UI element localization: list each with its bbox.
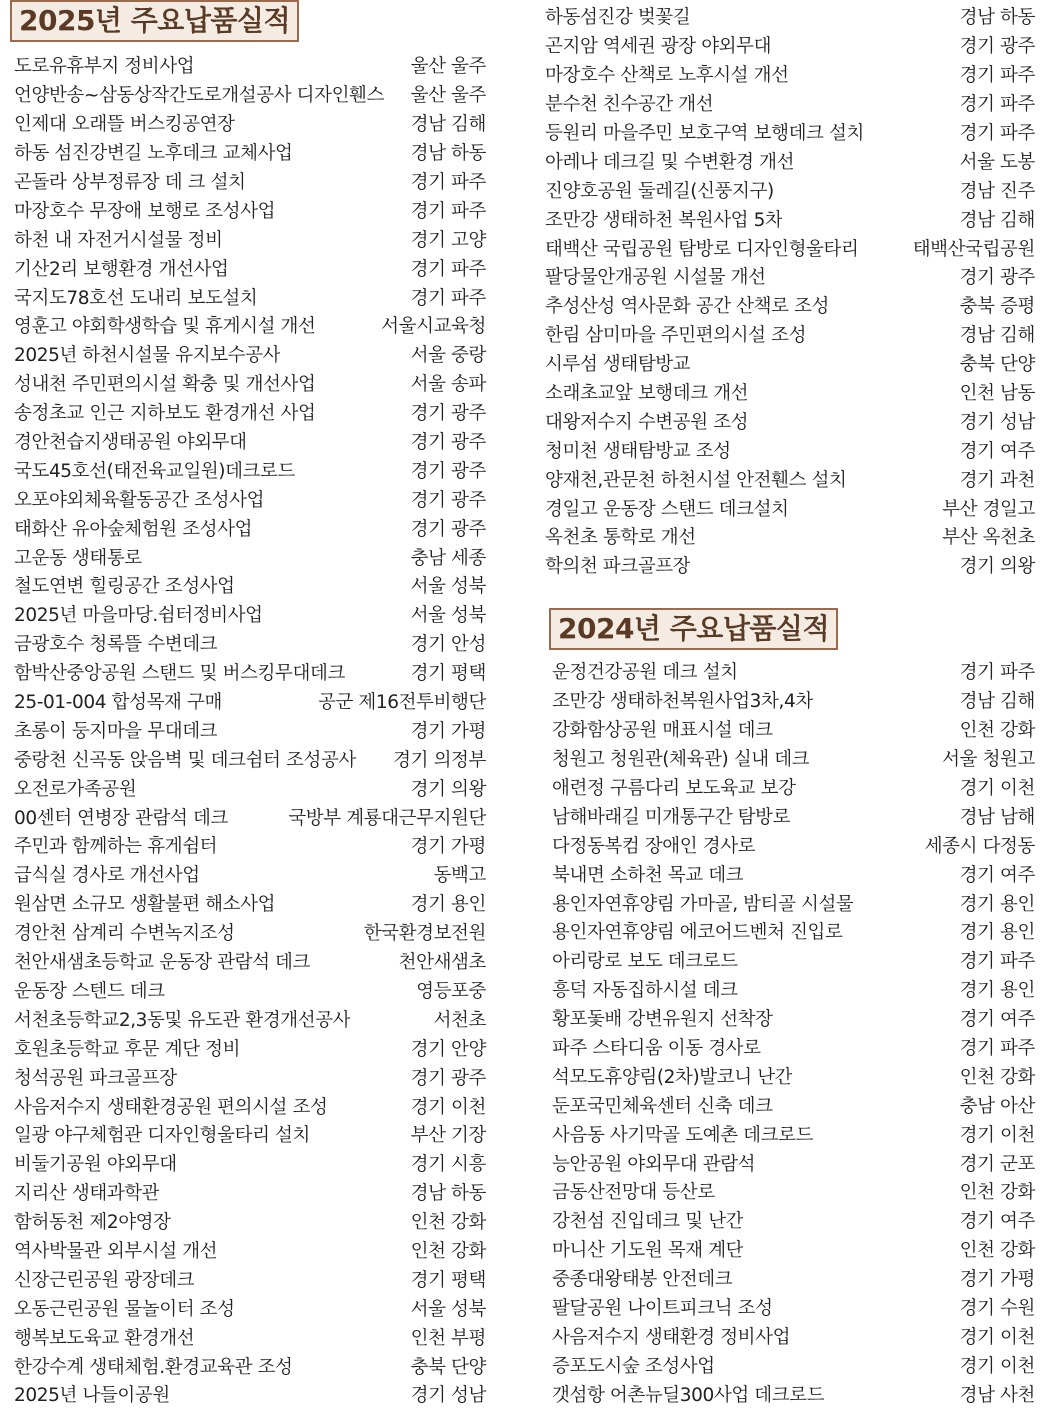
project-location: 인천 강화 <box>959 1066 1035 1088</box>
project-row <box>14 455 486 484</box>
project-row <box>552 946 1035 975</box>
project-location: 서울 송파 <box>410 374 486 396</box>
list-2024 <box>552 657 1035 1408</box>
project-row <box>545 233 1035 262</box>
project-row <box>14 542 486 571</box>
project-location: 경남 남해 <box>959 806 1035 828</box>
project-row <box>552 975 1035 1004</box>
project-row <box>552 1235 1035 1264</box>
project-name: 태백산 국립공원 탐방로 디자인형울타리 <box>545 238 859 260</box>
project-location: 국방부 계룡대근무지원단 <box>288 807 486 829</box>
project-row <box>14 889 486 918</box>
project-location: 경기 고양 <box>410 229 486 251</box>
project-name: 사음동 사기막골 도예촌 데크로드 <box>552 1124 814 1146</box>
project-row <box>14 1322 486 1351</box>
project-name: 북내면 소하천 목교 데크 <box>552 864 744 886</box>
project-location: 태백산국립공원 <box>912 238 1035 260</box>
project-location: 경기 과천 <box>959 469 1035 491</box>
project-row <box>552 1379 1035 1408</box>
project-location: 경기 의정부 <box>393 749 486 771</box>
project-name: 금광호수 청록뜰 수변데크 <box>14 634 218 656</box>
project-row <box>552 773 1035 802</box>
project-row <box>552 801 1035 830</box>
project-location: 인천 강화 <box>410 1240 486 1262</box>
project-name: 용인자연휴양림 가마골, 밤티골 시설물 <box>552 893 854 915</box>
project-row <box>14 629 486 658</box>
project-location: 경기 가평 <box>410 720 486 742</box>
project-row <box>14 167 486 196</box>
project-location: 서울 도봉 <box>959 151 1035 173</box>
project-row <box>14 138 486 167</box>
project-name: 진양호공원 둘레길(신풍지구) <box>545 180 774 202</box>
project-row <box>552 1321 1035 1350</box>
project-name: 소래초교앞 보행데크 개선 <box>545 383 749 405</box>
project-location: 경남 하동 <box>959 7 1035 29</box>
project-location: 인천 남동 <box>959 383 1035 405</box>
project-name: 송정초교 인근 지하보도 환경개선 사업 <box>14 403 316 425</box>
project-location: 경기 광주 <box>410 432 486 454</box>
project-row <box>545 435 1035 464</box>
project-location: 경기 광주 <box>410 518 486 540</box>
project-name: 일광 야구체험관 디자인형울타리 설치 <box>14 1125 310 1147</box>
project-location: 경기 평택 <box>410 663 486 685</box>
project-name: 2025년 하천시설물 유지보수공사 <box>14 345 281 367</box>
project-location: 경기 안성 <box>410 634 486 656</box>
project-location: 경기 파주 <box>959 123 1035 144</box>
project-row <box>14 1380 486 1409</box>
project-name: 초롱이 둥지마을 무대데크 <box>14 720 218 742</box>
project-location: 서울 성북 <box>410 576 486 598</box>
project-row <box>14 1207 486 1236</box>
project-location: 충북 증평 <box>959 296 1035 318</box>
project-location: 경기 용인 <box>959 922 1035 944</box>
project-location: 경기 여주 <box>959 864 1035 886</box>
project-location: 서울 청원고 <box>942 749 1035 771</box>
project-location: 경기 성남 <box>959 411 1035 433</box>
project-row <box>14 484 486 513</box>
project-name: 곤지암 역세권 광장 야외무대 <box>545 36 772 58</box>
project-name: 청원고 청원관(체육관) 실내 데크 <box>552 749 810 771</box>
project-name: 아리랑로 보도 데크로드 <box>552 951 738 973</box>
project-name: 중랑천 신곡동 앉음벽 및 데크쉼터 조성공사 <box>14 749 356 771</box>
project-name: 경안천습지생태공원 야외무대 <box>14 432 247 454</box>
project-location: 경기 평택 <box>410 1269 486 1291</box>
project-location: 공군 제16전투비행단 <box>318 692 486 714</box>
project-row <box>545 2 1035 31</box>
project-name: 함허동천 제2야영장 <box>14 1212 171 1234</box>
project-row <box>545 175 1035 204</box>
project-row <box>14 80 486 109</box>
project-row <box>552 715 1035 744</box>
project-row <box>14 513 486 542</box>
project-location: 경기 이천 <box>959 1326 1035 1348</box>
project-row <box>14 1264 486 1293</box>
project-location: 경기 광주 <box>410 460 486 482</box>
project-row <box>552 917 1035 946</box>
project-row <box>14 195 486 224</box>
project-location: 경남 사천 <box>959 1384 1035 1406</box>
project-row <box>552 744 1035 773</box>
project-name: 급식실 경사로 개선사업 <box>14 865 200 887</box>
project-row <box>14 831 486 860</box>
project-row <box>545 262 1035 291</box>
project-name: 행복보도육교 환경개선 <box>14 1327 195 1349</box>
project-name: 추성산성 역사문화 공간 산책로 조성 <box>545 296 829 318</box>
project-name: 비둘기공원 야외무대 <box>14 1154 177 1176</box>
project-name: 다정동복컴 장애인 경사로 <box>552 835 756 857</box>
project-row <box>552 1350 1035 1379</box>
project-location: 경기 수원 <box>959 1298 1035 1320</box>
project-row <box>14 1236 486 1265</box>
project-location: 경기 파주 <box>410 258 486 280</box>
project-name: 오포야외체육활동공간 조성사업 <box>14 489 265 511</box>
project-row <box>545 378 1035 407</box>
project-row <box>545 320 1035 349</box>
project-location: 경기 광주 <box>410 1067 486 1089</box>
project-row <box>14 600 486 629</box>
project-row <box>552 1206 1035 1235</box>
project-name: 영훈고 야회학생학습 및 휴게시설 개선 <box>14 316 316 338</box>
project-row <box>14 744 486 773</box>
project-location: 경기 파주 <box>410 287 486 309</box>
project-location: 경기 광주 <box>959 36 1035 58</box>
project-location: 경기 안양 <box>410 1038 486 1060</box>
project-name: 하동 섬진강변길 노후데크 교체사업 <box>14 143 293 165</box>
project-name: 언양반송~삼동상작간도로개설공사 디자인휀스 <box>14 85 385 107</box>
project-row <box>545 118 1035 147</box>
project-row <box>545 31 1035 60</box>
project-name: 철도연변 힐링공간 조성사업 <box>14 576 235 598</box>
project-location: 경기 용인 <box>959 980 1035 1002</box>
project-row <box>552 1033 1035 1062</box>
project-location: 울산 울주 <box>410 56 486 78</box>
project-row <box>545 349 1035 378</box>
project-name: 용인자연휴양림 에코어드벤처 진입로 <box>552 922 843 944</box>
project-location: 인천 강화 <box>959 1240 1035 1262</box>
project-name: 석모도휴양림(2차)발코니 난간 <box>552 1066 793 1088</box>
project-location: 경기 의왕 <box>410 778 486 800</box>
project-row <box>14 369 486 398</box>
project-name: 25-01-004 합성목재 구매 <box>14 692 222 714</box>
project-location: 경기 용인 <box>410 894 486 916</box>
project-location: 부산 옥천초 <box>942 527 1035 549</box>
project-row <box>14 1062 486 1091</box>
project-name: 신장근린공원 광장데크 <box>14 1269 195 1291</box>
project-name: 한림 삼미마을 주민편의시설 조성 <box>545 325 807 347</box>
project-location: 경기 의왕 <box>959 556 1035 578</box>
project-name: 함박산중앙공원 스탠드 및 버스킹무대데크 <box>14 663 345 685</box>
project-location: 부산 기장 <box>410 1125 486 1147</box>
project-name: 마니산 기도원 목재 계단 <box>552 1240 744 1262</box>
project-location: 서울 성북 <box>410 1298 486 1320</box>
project-location: 천안새샘초 <box>398 952 486 974</box>
project-location: 경기 광주 <box>410 489 486 511</box>
project-name: 시루섬 생태탐방교 <box>545 354 691 376</box>
project-name: 중종대왕태봉 안전데크 <box>552 1269 733 1291</box>
project-location: 경기 광주 <box>410 403 486 425</box>
project-location: 영등포중 <box>416 980 486 1002</box>
project-location: 인천 강화 <box>410 1212 486 1234</box>
project-row <box>14 253 486 282</box>
project-row <box>545 204 1035 233</box>
project-name: 오전로가족공원 <box>14 778 137 800</box>
project-name: 금동산전망대 등산로 <box>552 1182 715 1204</box>
project-name: 인제대 오래뜰 버스킹공연장 <box>14 114 235 136</box>
project-name: 2025년 나들이공원 <box>14 1385 170 1407</box>
project-row <box>14 571 486 600</box>
project-location: 경기 가평 <box>959 1269 1035 1291</box>
project-name: 원삼면 소규모 생활불편 해소사업 <box>14 894 276 916</box>
project-name: 도로유휴부지 정비사업 <box>14 56 195 78</box>
project-location: 경남 김해 <box>959 209 1035 231</box>
project-name: 둔포국민체육센터 신축 데크 <box>552 1095 773 1117</box>
project-location: 울산 울주 <box>410 85 486 107</box>
project-row <box>552 1148 1035 1177</box>
project-location: 경남 하동 <box>410 1183 486 1205</box>
project-row <box>545 522 1035 551</box>
project-name: 지리산 생태과학관 <box>14 1183 160 1205</box>
project-name: 팔당물안개공원 시설물 개선 <box>545 267 766 289</box>
project-name: 경안천 삼계리 수변녹지조성 <box>14 923 235 945</box>
project-location: 경기 군포 <box>959 1153 1035 1175</box>
project-location: 경기 파주 <box>959 65 1035 87</box>
project-location: 서울 중랑 <box>410 345 486 367</box>
project-location: 경기 광주 <box>959 267 1035 289</box>
project-row <box>14 687 486 716</box>
project-name: 성내천 주민편의시설 확충 및 개선사업 <box>14 374 316 396</box>
project-location: 경기 용인 <box>959 893 1035 915</box>
heading-2024: 2024년 주요납품실적 <box>549 608 838 650</box>
project-row <box>14 802 486 831</box>
project-name: 2025년 마을마당.쉼터정비사업 <box>14 605 263 627</box>
project-name: 양재천,관문천 하천시설 안전휀스 설치 <box>545 469 847 491</box>
project-location: 경남 김해 <box>959 325 1035 347</box>
project-row <box>545 464 1035 493</box>
project-location: 경기 파주 <box>959 94 1035 116</box>
project-location: 경기 성남 <box>410 1385 486 1407</box>
project-row <box>545 60 1035 89</box>
project-row <box>14 1091 486 1120</box>
project-row <box>552 1177 1035 1206</box>
project-name: 강천섬 진입데크 및 난간 <box>552 1211 744 1233</box>
project-location: 세종시 다정동 <box>924 835 1035 857</box>
project-name: 천안새샘초등학교 운동장 관람석 데크 <box>14 952 310 974</box>
project-row <box>552 1119 1035 1148</box>
project-row <box>14 109 486 138</box>
project-name: 고운동 생태통로 <box>14 547 142 569</box>
list-2025-right <box>545 2 1035 580</box>
project-row <box>14 1149 486 1178</box>
project-name: 옥천초 통학로 개선 <box>545 527 696 549</box>
project-location: 충남 세종 <box>410 547 486 569</box>
project-row <box>545 551 1035 580</box>
project-name: 태화산 유아숲체험원 조성사업 <box>14 518 253 540</box>
project-row <box>552 657 1035 686</box>
project-name: 하동섬진강 벚꽃길 <box>545 7 691 29</box>
project-row <box>552 1061 1035 1090</box>
project-name: 한강수계 생태체험.환경교육관 조성 <box>14 1356 293 1378</box>
project-row <box>545 291 1035 320</box>
project-name: 강화함상공원 매표시설 데크 <box>552 720 773 742</box>
project-name: 서천초등학교2,3동및 유도관 환경개선공사 <box>14 1009 351 1031</box>
project-row <box>14 1004 486 1033</box>
project-location: 서울 성북 <box>410 605 486 627</box>
project-row <box>545 146 1035 175</box>
project-name: 남해바래길 미개통구간 탐방로 <box>552 806 791 828</box>
project-name: 주민과 함께하는 휴게쉼터 <box>14 836 218 858</box>
project-row <box>14 1033 486 1062</box>
project-location: 경기 이천 <box>959 1355 1035 1377</box>
project-location: 충북 단양 <box>959 354 1035 376</box>
project-location: 경기 이천 <box>410 1096 486 1118</box>
project-row <box>14 918 486 947</box>
project-location: 경기 여주 <box>959 1211 1035 1233</box>
project-location: 서천초 <box>433 1009 486 1031</box>
project-row <box>14 311 486 340</box>
project-name: 국도45호선(태전육교일원)데크로드 <box>14 460 295 482</box>
project-name: 운정건강공원 데크 설치 <box>552 662 738 684</box>
left-column <box>10 0 486 1407</box>
project-name: 사음저수지 생태환경공원 편의시설 조성 <box>14 1096 328 1118</box>
project-name: 증포도시숲 조성사업 <box>552 1355 715 1377</box>
project-name: 학의천 파크골프장 <box>545 556 691 578</box>
project-location: 인천 강화 <box>959 1182 1035 1204</box>
project-row <box>14 860 486 889</box>
project-name: 국지도78호선 도내리 보도설치 <box>14 287 258 309</box>
project-row <box>552 1264 1035 1293</box>
project-row <box>14 658 486 687</box>
heading-2025: 2025년 주요납품실적 <box>10 0 299 42</box>
project-location: 경남 김해 <box>410 114 486 136</box>
project-name: 오동근린공원 물놀이터 조성 <box>14 1298 235 1320</box>
project-location: 경기 파주 <box>959 951 1035 973</box>
project-location: 인천 부평 <box>410 1327 486 1349</box>
project-location: 한국환경보전원 <box>363 923 486 945</box>
project-location: 충남 아산 <box>959 1095 1035 1117</box>
project-name: 파주 스타디움 이동 경사로 <box>552 1038 761 1060</box>
project-name: 흥덕 자동집하시설 데크 <box>552 980 738 1002</box>
project-row <box>552 830 1035 859</box>
project-row <box>552 859 1035 888</box>
project-name: 대왕저수지 수변공원 조성 <box>545 411 749 433</box>
project-name: 조만강 생태하천복원사업3차,4차 <box>552 691 813 713</box>
project-name: 00센터 연병장 관람석 데크 <box>14 807 228 829</box>
project-row <box>545 493 1035 522</box>
project-location: 경남 김해 <box>959 691 1035 713</box>
project-row <box>552 686 1035 715</box>
project-name: 마장호수 무장애 보행로 조성사업 <box>14 200 276 222</box>
project-row <box>14 224 486 253</box>
project-location: 서울시교육청 <box>381 316 486 338</box>
project-row <box>14 1120 486 1149</box>
project-location: 경기 파주 <box>410 200 486 222</box>
project-location: 부산 경일고 <box>942 498 1035 520</box>
project-row <box>14 773 486 802</box>
project-name: 애련정 구름다리 보도육교 보강 <box>552 778 796 799</box>
project-name: 경일고 운동장 스탠드 데크설치 <box>545 498 789 520</box>
project-name: 곤돌라 상부정류장 데 크 설치 <box>14 172 246 193</box>
project-row <box>14 1178 486 1207</box>
project-location: 경기 가평 <box>410 836 486 858</box>
project-name: 기산2리 보행환경 개선사업 <box>14 258 229 280</box>
project-name: 청미천 생태탐방교 조성 <box>545 440 731 462</box>
project-row <box>14 398 486 427</box>
project-name: 청석공원 파크골프장 <box>14 1067 177 1089</box>
project-name: 사음저수지 생태환경 정비사업 <box>552 1326 791 1348</box>
project-name: 등원리 마을주민 보호구역 보행데크 설치 <box>545 123 864 144</box>
project-row <box>552 1004 1035 1033</box>
project-row <box>545 89 1035 118</box>
project-name: 아레나 데크길 및 수변환경 개선 <box>545 151 795 173</box>
project-name: 갯섬항 어촌뉴딜300사업 데크로드 <box>552 1384 825 1406</box>
project-row <box>14 715 486 744</box>
project-name: 마장호수 산책로 노후시설 개선 <box>545 65 789 87</box>
project-name: 역사박물관 외부시설 개선 <box>14 1240 218 1262</box>
project-location: 인천 강화 <box>959 720 1035 742</box>
project-location: 경남 하동 <box>410 143 486 165</box>
project-row <box>14 427 486 456</box>
project-row <box>14 976 486 1005</box>
project-name: 조만강 생태하천 복원사업 5차 <box>545 209 783 231</box>
project-row <box>552 888 1035 917</box>
project-location: 경기 이천 <box>959 1124 1035 1146</box>
project-row <box>14 340 486 369</box>
project-location: 경기 여주 <box>959 440 1035 462</box>
project-row <box>14 51 486 80</box>
project-row <box>14 282 486 311</box>
project-name: 하천 내 자전거시설물 정비 <box>14 229 223 251</box>
project-location: 경기 이천 <box>959 778 1035 799</box>
project-name: 운동장 스텐드 데크 <box>14 980 165 1002</box>
project-location: 경기 파주 <box>959 1038 1035 1060</box>
project-row <box>545 406 1035 435</box>
project-row <box>552 1090 1035 1119</box>
project-name: 황포돛배 강변유원지 선착장 <box>552 1009 773 1031</box>
project-row <box>14 1351 486 1380</box>
project-location: 경남 진주 <box>959 180 1035 202</box>
project-location: 동백고 <box>433 865 486 887</box>
project-name: 호원초등학교 후문 계단 정비 <box>14 1038 241 1060</box>
project-location: 경기 시흥 <box>410 1154 486 1176</box>
project-row <box>14 1293 486 1322</box>
project-location: 경기 파주 <box>410 172 486 193</box>
project-name: 팔달공원 나이트피크닉 조성 <box>552 1298 773 1320</box>
project-location: 경기 파주 <box>959 662 1035 684</box>
project-row <box>14 947 486 976</box>
project-location: 충북 단양 <box>410 1356 486 1378</box>
project-row <box>552 1293 1035 1322</box>
list-2025-left <box>14 51 486 1409</box>
project-name: 능안공원 야외무대 관람석 <box>552 1153 756 1175</box>
project-name: 분수천 친수공간 개선 <box>545 94 714 116</box>
project-location: 경기 여주 <box>959 1009 1035 1031</box>
